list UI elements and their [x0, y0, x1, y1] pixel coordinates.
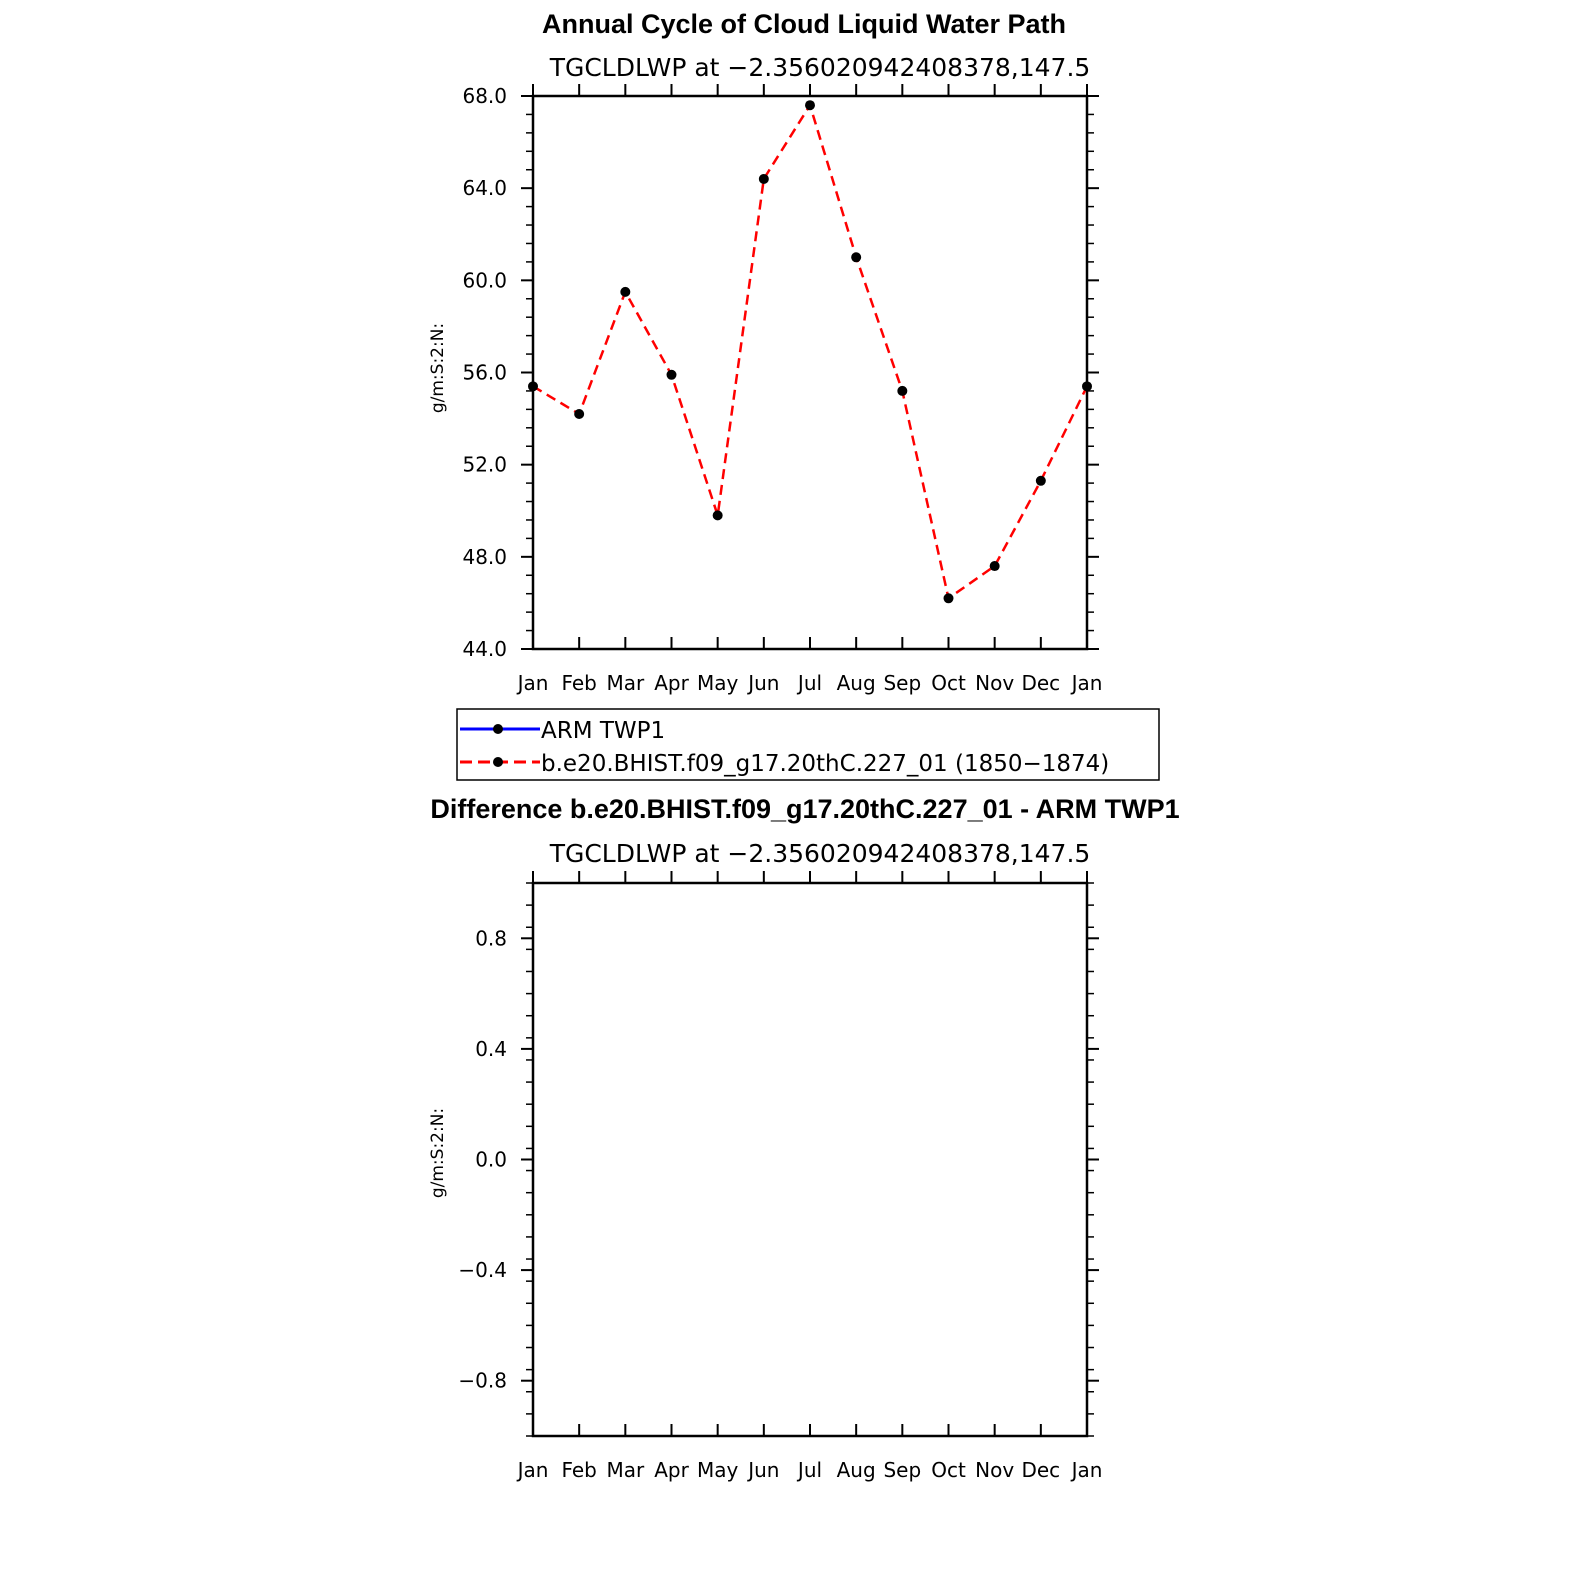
legend-label-arm: ARM TWP1 [541, 718, 666, 744]
top-series-point [851, 252, 861, 262]
top-series-point [574, 409, 584, 419]
top-series-point [713, 510, 723, 520]
top-xtick-label: Jan [1071, 671, 1103, 695]
top-series-point [528, 381, 538, 391]
legend-label-model: b.e20.BHIST.f09_g17.20thC.227_01 (1850−1874) [541, 751, 1110, 777]
top-xtick-label: Aug [836, 671, 876, 695]
top-chart-subtitle: TGCLDLWP at −2.356020942408378,147.5 [549, 53, 1091, 82]
top-ytick-label: 44.0 [462, 637, 507, 661]
top-series-point [990, 561, 1000, 571]
top-ytick-label: 48.0 [462, 544, 507, 569]
legend [457, 709, 1159, 780]
top-series-line [533, 105, 1087, 598]
top-xtick-label: Feb [561, 671, 597, 695]
bottom-chart-title: Difference b.e20.BHIST.f09_g17.20thC.227_01 - ARM TWP1 [430, 794, 1180, 824]
top-ytick-label: 64.0 [462, 176, 507, 201]
top-xtick-label: Mar [606, 671, 645, 695]
top-series-point [1036, 476, 1046, 486]
bottom-xtick-label: Jan [1071, 1458, 1103, 1482]
top-series-point [944, 593, 954, 603]
bottom-xtick-label: Dec [1021, 1458, 1061, 1482]
top-xtick-label: Oct [931, 671, 966, 695]
top-xtick-label: May [696, 671, 739, 695]
bottom-xtick-label: Aug [836, 1458, 876, 1482]
bottom-xtick-label: Feb [561, 1458, 597, 1482]
top-xtick-label: Apr [654, 671, 689, 695]
top-series-point [805, 100, 815, 110]
bottom-chart-ylabel: g/m:S:2:N: [428, 1107, 448, 1199]
bottom-chart-subtitle: TGCLDLWP at −2.356020942408378,147.5 [549, 839, 1091, 868]
bottom-chart-axes [458, 871, 1102, 1482]
top-chart-axes [462, 84, 1102, 695]
top-xtick-label: Sep [883, 671, 922, 695]
top-chart-title: Annual Cycle of Cloud Liquid Water Path [541, 9, 1067, 39]
top-xtick-label: Nov [975, 671, 1015, 695]
top-ytick-label: 60.0 [462, 268, 507, 293]
top-xtick-label: Jan [517, 671, 549, 695]
legend-marker-model [493, 757, 503, 767]
top-series-point [759, 174, 769, 184]
bottom-ytick-label: 0.0 [475, 1147, 507, 1172]
bottom-xtick-label: Oct [931, 1458, 966, 1482]
top-plot-frame [533, 96, 1087, 649]
bottom-ytick-label: −0.8 [458, 1368, 507, 1393]
bottom-ytick-label: 0.4 [475, 1036, 507, 1061]
top-series-point [897, 386, 907, 396]
bottom-xtick-label: Jun [748, 1458, 780, 1482]
top-chart-series [528, 100, 1092, 603]
bottom-xtick-label: Nov [975, 1458, 1015, 1482]
top-xtick-label: Jun [748, 671, 780, 695]
top-ytick-label: 56.0 [462, 360, 507, 385]
top-chart-ylabel: g/m:S:2:N: [428, 322, 448, 414]
bottom-xtick-label: Jan [517, 1458, 549, 1482]
bottom-ytick-label: 0.8 [475, 926, 507, 951]
bottom-xtick-label: Jul [797, 1458, 823, 1482]
top-xtick-label: Jul [797, 671, 823, 695]
legend-marker-arm [493, 724, 503, 734]
top-ytick-label: 52.0 [462, 452, 507, 477]
top-series-point [1082, 381, 1092, 391]
top-ytick-label: 68.0 [462, 84, 507, 108]
bottom-xtick-label: May [696, 1458, 739, 1482]
top-series-point [667, 370, 677, 380]
top-series-point [620, 287, 630, 297]
bottom-plot-frame [533, 883, 1087, 1436]
bottom-xtick-label: Sep [883, 1458, 922, 1482]
bottom-xtick-label: Apr [654, 1458, 689, 1482]
bottom-ytick-label: −0.4 [458, 1258, 507, 1283]
top-xtick-label: Dec [1021, 671, 1061, 695]
bottom-xtick-label: Mar [606, 1458, 645, 1482]
